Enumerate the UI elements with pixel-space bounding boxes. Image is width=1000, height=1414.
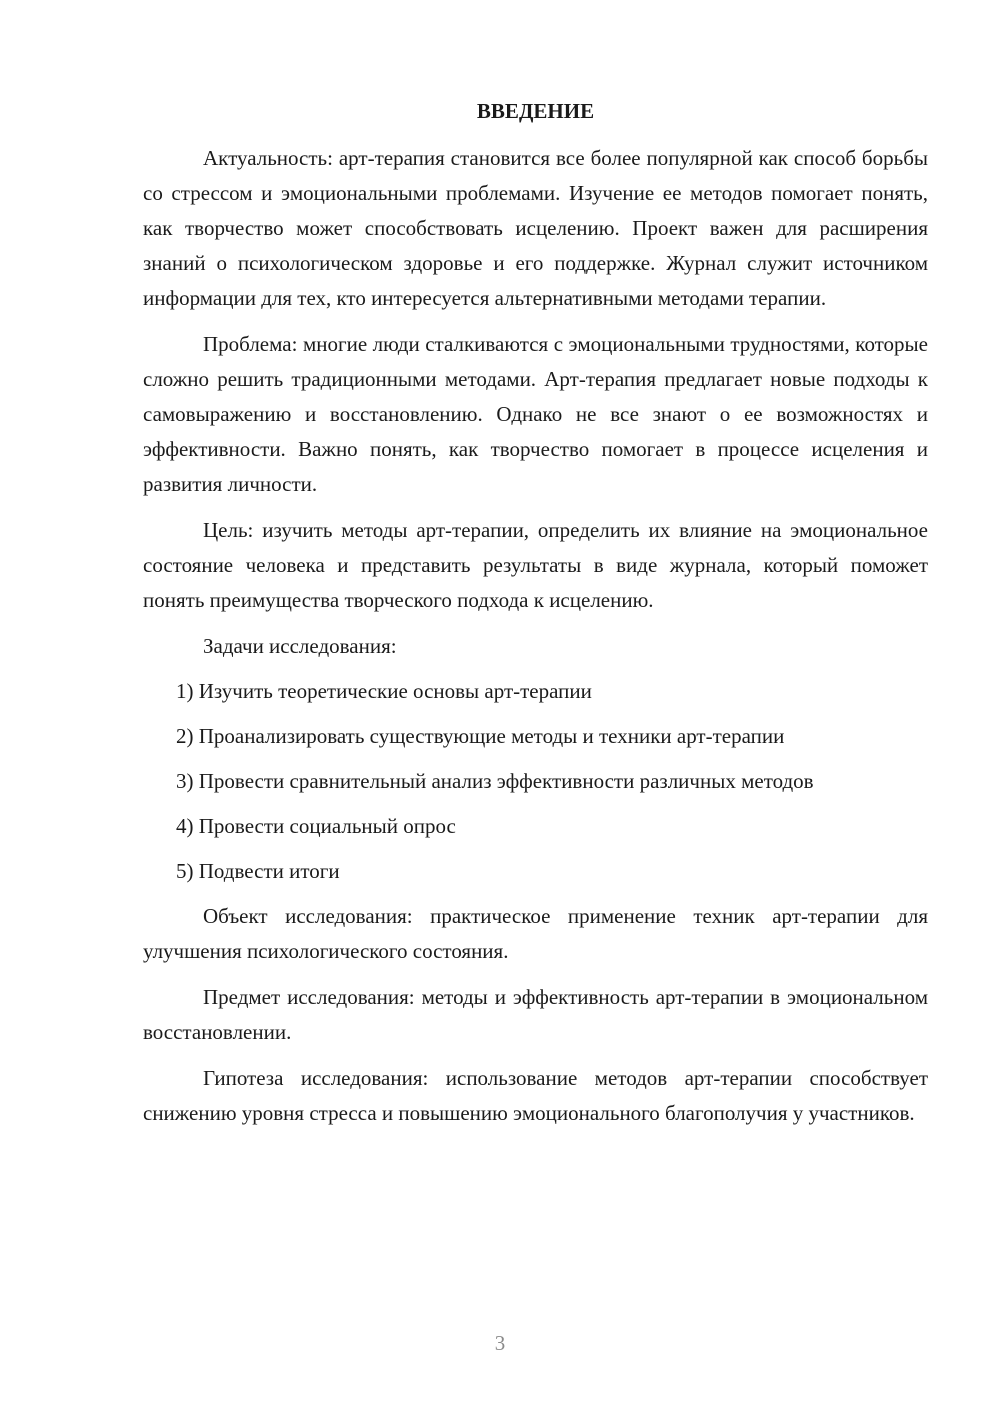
problem-paragraph: Проблема: многие люди сталкиваются с эмоциональными трудностями, которые сложно решить традиционными методами. Арт-терапия предлагает новые подходы к самовыражению и восстановлению. Однако не все знают о ее возможностях и эффективности. Важно понять, как творчество помогает в процессе исцеления и развития личности. (143, 332, 928, 496)
tasks-heading: Задачи исследования: (203, 634, 397, 658)
object-paragraph: Объект исследования: практическое применение техник арт-терапии для улучшения психологического состояния. (143, 904, 928, 963)
task-item: 2) Проанализировать существующие методы и техники арт-терапии (176, 724, 785, 748)
task-item: 1) Изучить теоретические основы арт-терапии (176, 679, 592, 703)
page-number: 3 (494, 1331, 506, 1355)
relevance-paragraph: Актуальность: арт-терапия становится все более популярной как способ борьбы со стрессом и эмоциональными проблемами. Изучение ее методов помогает понять, как творчество может способствовать исцелению. Проект важен для расширения знаний о психологическом здоровье и его поддержке. Журнал служит источником информации для тех, кто интересуется альтернативными методами терапии. (143, 146, 928, 310)
task-item: 5) Подвести итоги (176, 859, 340, 883)
page-title: ВВЕДЕНИЕ (476, 99, 595, 123)
task-item: 4) Провести социальный опрос (176, 814, 456, 838)
hypothesis-paragraph: Гипотеза исследования: использование методов арт-терапии способствует снижению уровня стресса и повышению эмоционального благополучия у участников. (143, 1066, 928, 1125)
task-item: 3) Провести сравнительный анализ эффективности различных методов (176, 769, 814, 793)
subject-paragraph: Предмет исследования: методы и эффективность арт-терапии в эмоциональном восстановлении. (143, 985, 928, 1044)
document-page (143, 94, 928, 1142)
goal-paragraph: Цель: изучить методы арт-терапии, определить их влияние на эмоциональное состояние человека и представить результаты в виде журнала, который поможет понять преимущества творческого подхода к исцелению. (143, 518, 928, 612)
tasks-list (143, 674, 928, 889)
